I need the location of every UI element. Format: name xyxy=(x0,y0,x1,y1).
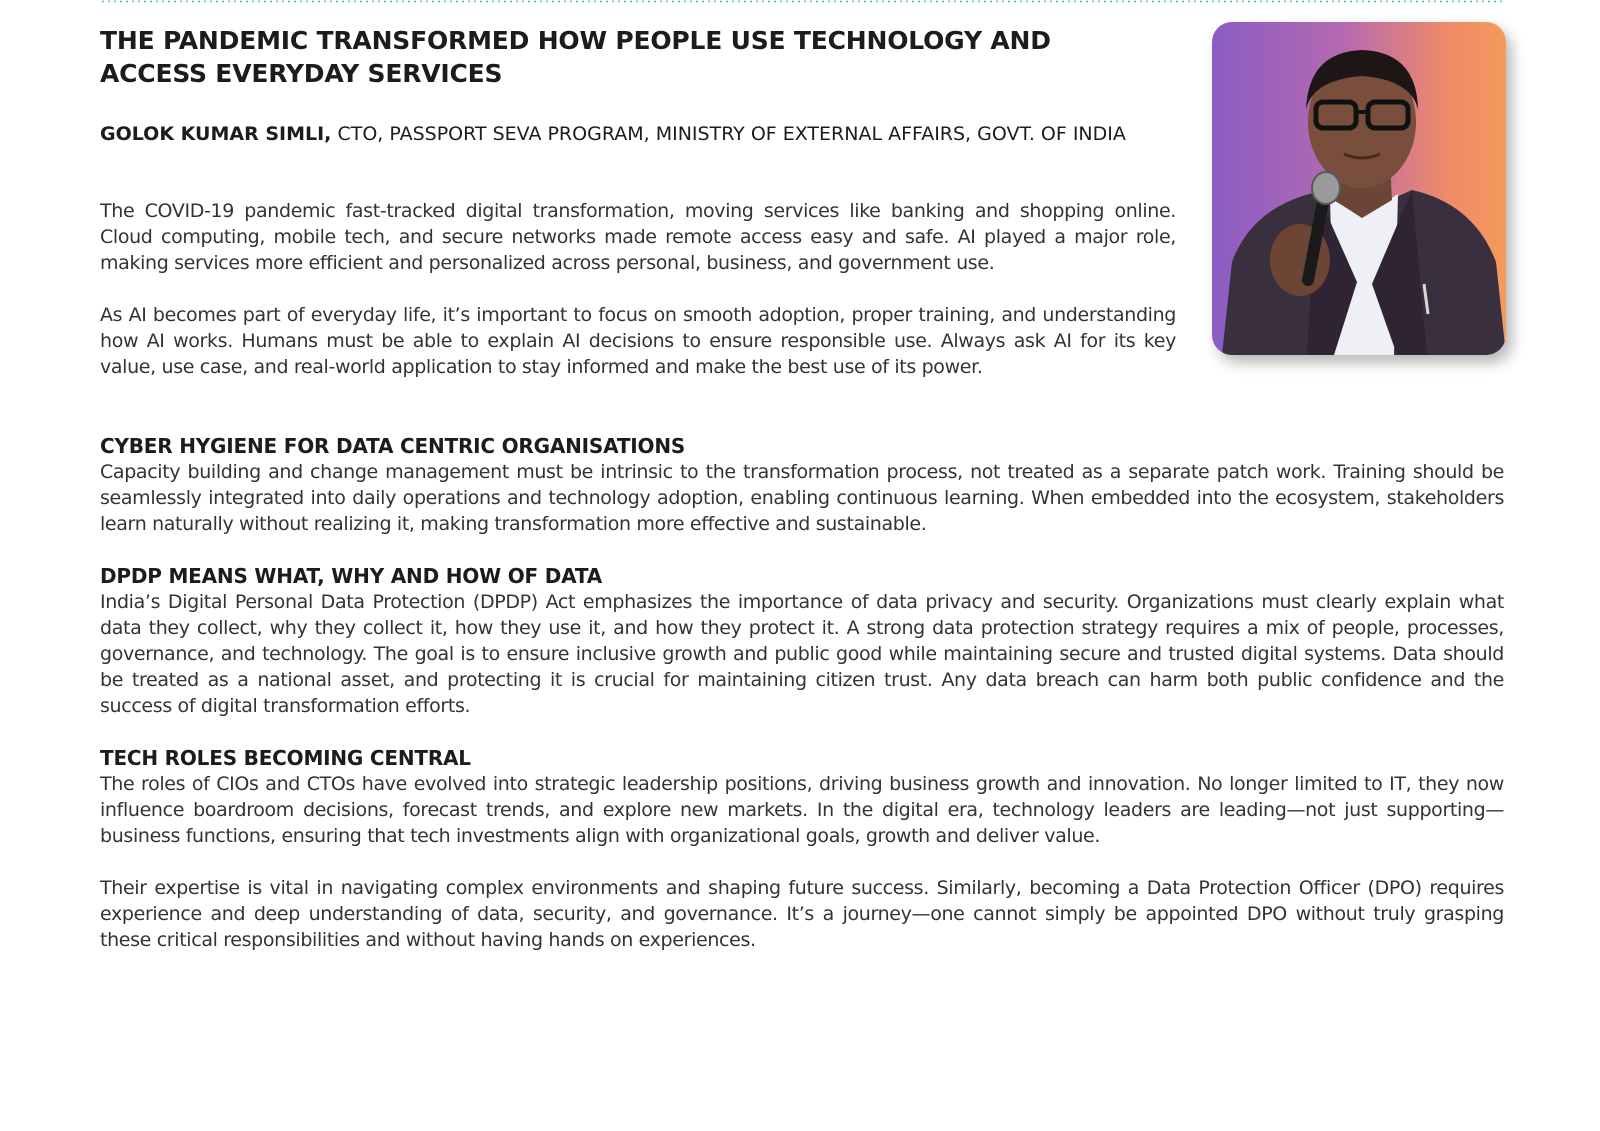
section-paragraph: Their expertise is vital in navigating complex environments and shaping future success. Similarly, becoming a Data Protection Officer (DPO) requires experience and deep understanding of data, security, and governance. It’s a journey—one cannot simply be appointed DPO without truly grasping these critical responsibilities and without having hands on experiences. xyxy=(100,877,1504,951)
section-dpdp xyxy=(100,563,1504,719)
author-title: CTO, PASSPORT SEVA PROGRAM, MINISTRY OF EXTERNAL AFFAIRS, GOVT. OF INDIA xyxy=(331,123,1126,145)
section-cyber-hygiene xyxy=(100,433,1504,537)
speaker-portrait-illustration xyxy=(1212,22,1506,355)
section-paragraph: Capacity building and change management must be intrinsic to the transformation process, not treated as a separate patch work. Training should be seamlessly integrated into daily operations and technology adoption, enabling continuous learning. When embedded into the ecosystem, stakeholders learn naturally without realizing it, making transformation more effective and sustainable. xyxy=(100,461,1504,535)
section-paragraph: The roles of CIOs and CTOs have evolved into strategic leadership positions, driving business growth and innovation. No longer limited to IT, they now influence boardroom decisions, forecast trends, and explore new markets. In the digital era, technology leaders are leading—not just supporting—business functions, ensuring that tech investments align with organizational goals, growth and deliver value. xyxy=(100,773,1504,847)
section-paragraph: India’s Digital Personal Data Protection (DPDP) Act emphasizes the importance of data privacy and security. Organizations must clearly explain what data they collect, why they collect it, how they use it, and how they protect it. A strong data protection strategy requires a mix of people, processes, governance, and technology. The goal is to ensure inclusive growth and public good while maintaining secure and trusted digital systems. Data should be treated as a national asset, and protecting it is crucial for maintaining citizen trust. Any data breach can harm both public confidence and the success of digital transformation efforts. xyxy=(100,591,1504,717)
section-heading: DPDP MEANS WHAT, WHY AND HOW OF DATA xyxy=(100,564,603,588)
intro-paragraph-1: The COVID-19 pandemic fast-tracked digital transformation, moving services like banking and shopping online. Cloud computing, mobile tech, and secure networks made remote access easy and safe. AI played a major role, making services more efficient and personalized across personal, business, and government use. xyxy=(100,200,1176,274)
article-headline: THE PANDEMIC TRANSFORMED HOW PEOPLE USE TECHNOLOGY AND ACCESS EVERYDAY SERVICES xyxy=(100,26,1051,88)
speaker-photo xyxy=(1212,22,1506,355)
author-byline xyxy=(100,121,1160,147)
section-heading: TECH ROLES BECOMING CENTRAL xyxy=(100,746,471,770)
section-tech-roles xyxy=(100,745,1504,953)
intro-paragraph-2: As AI becomes part of everyday life, it’s important to focus on smooth adoption, proper training, and understanding how AI works. Humans must be able to explain AI decisions to ensure responsible use. Always ask AI for its key value, use case, and real-world application to stay informed and make the best use of its power. xyxy=(100,304,1176,378)
section-heading: CYBER HYGIENE FOR DATA CENTRIC ORGANISATIONS xyxy=(100,434,686,458)
top-dotted-rule xyxy=(100,0,1504,3)
author-name: GOLOK KUMAR SIMLI, xyxy=(100,123,332,145)
